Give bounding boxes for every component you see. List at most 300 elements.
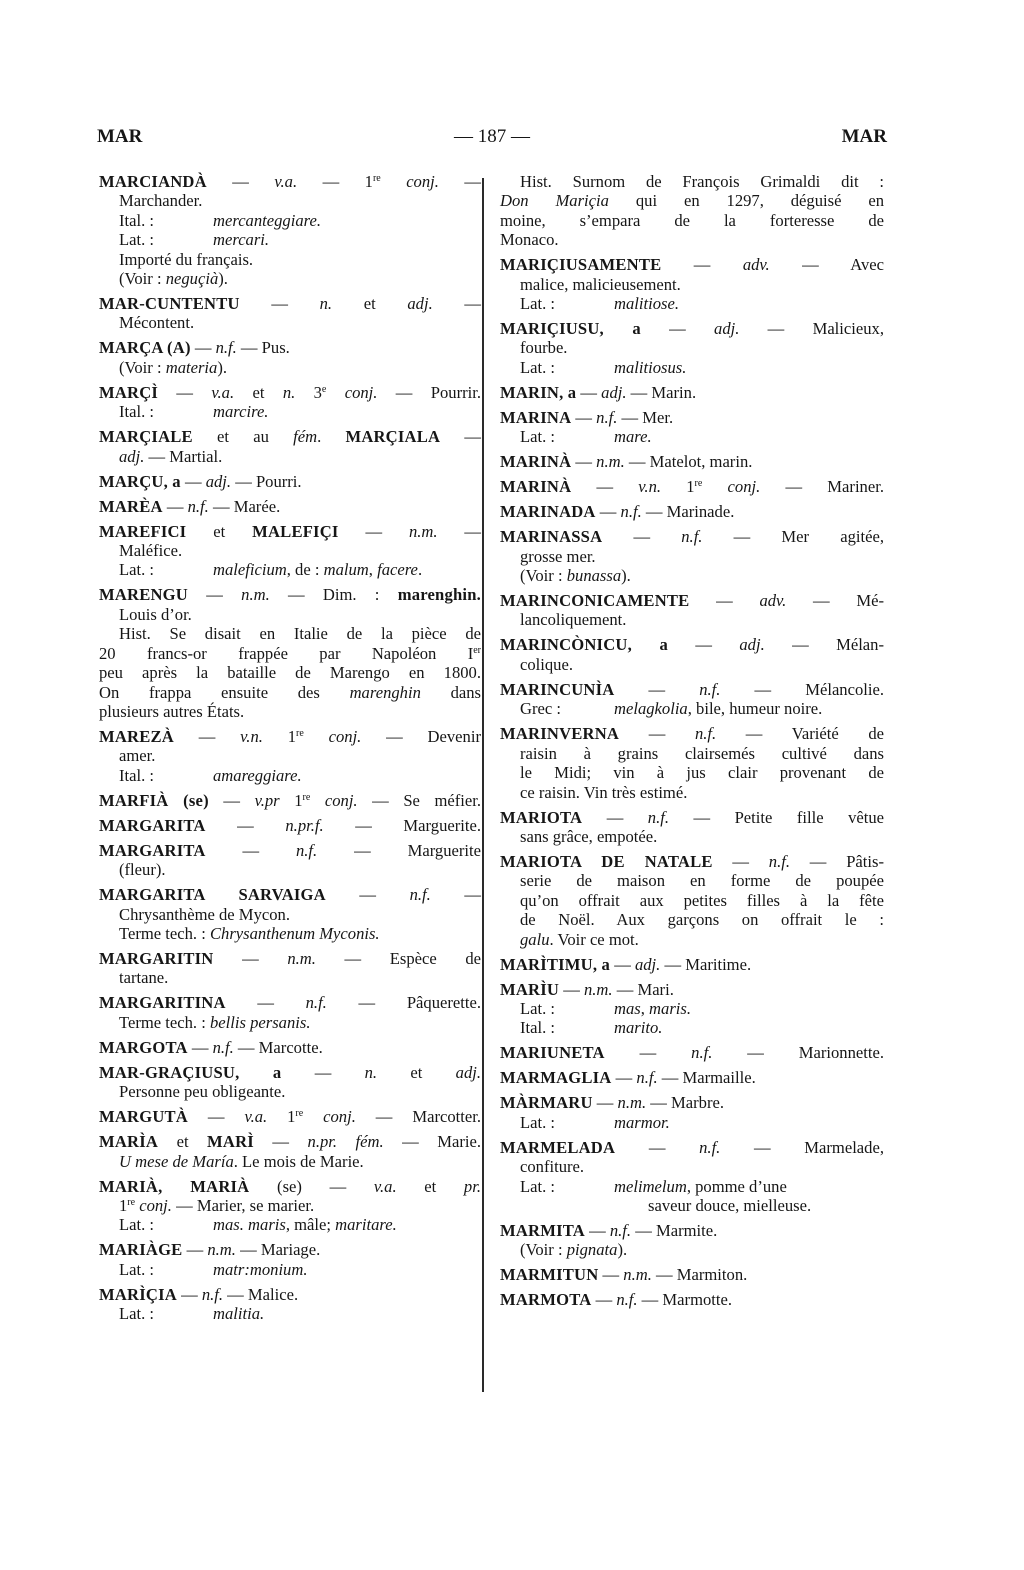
italic-text: n.f. — [409, 885, 431, 905]
etymology-label: Lat. : — [520, 1176, 556, 1196]
column-divider — [482, 178, 484, 1392]
dictionary-entry — [500, 1290, 884, 1309]
text: — — [559, 979, 584, 999]
text: — — [325, 885, 410, 905]
text: et — [377, 1062, 456, 1082]
right-column — [500, 172, 884, 1315]
dictionary-entry — [99, 497, 481, 516]
entry-line — [500, 294, 884, 313]
headword: MARFIÀ (se) — [99, 790, 209, 810]
dictionary-entry — [99, 172, 481, 288]
entry-headline — [500, 724, 884, 743]
italic-text: v.n. — [240, 726, 263, 746]
etymology-label: Lat. : — [520, 294, 556, 314]
dictionary-entry — [500, 255, 884, 313]
text: — Marie. — [383, 1132, 482, 1152]
headword: MARMITA — [500, 1220, 585, 1240]
entry-headline — [500, 852, 884, 871]
text: — — [158, 382, 212, 402]
italic-text: n.m. — [207, 1240, 236, 1260]
dictionary-entry — [500, 955, 884, 974]
text: qui en 1297, déguisé en — [608, 191, 885, 211]
italic-text: malum — [323, 560, 369, 580]
text: — — [611, 1068, 637, 1088]
entry-headline — [99, 472, 481, 491]
text: et — [396, 1176, 464, 1196]
text: Terme tech. : — [119, 1012, 210, 1032]
text: — — [602, 527, 682, 547]
text: — — [173, 726, 241, 746]
entry-headline — [500, 680, 884, 699]
italic-text: malitiosus. — [614, 357, 687, 377]
italic-text: n.f. — [305, 993, 327, 1013]
headword: MARIUNETA — [500, 1043, 605, 1063]
text: — — [338, 521, 409, 541]
etymology-label: Ital. : — [119, 210, 155, 230]
entry-line — [500, 891, 884, 910]
entry-line — [99, 230, 481, 249]
headword: MARÇA (A) — [99, 338, 191, 358]
text: — — [162, 496, 188, 516]
text: — Marcotter. — [355, 1107, 481, 1127]
entry-line — [500, 211, 884, 230]
italic-text: neguçià — [165, 269, 219, 289]
running-head-right: MAR — [841, 126, 887, 147]
text: , de : — [286, 560, 324, 580]
text: — — [187, 1107, 245, 1127]
text: de Noël. Aux garçons on offrait le : — [520, 910, 884, 930]
text: malice, malicieusement. — [520, 274, 681, 294]
entry-headline — [500, 477, 884, 496]
text: — Marinade. — [641, 502, 735, 522]
text: , — [368, 560, 378, 580]
text: ). — [218, 269, 228, 289]
headword: MARMITUN — [500, 1265, 599, 1285]
headword: MALEFIÇI — [252, 521, 339, 541]
italic-text: n.f. — [768, 851, 791, 871]
left-column — [99, 172, 481, 1329]
italic-text: n.m. — [408, 521, 438, 541]
headword: MARÇU, a — [99, 471, 181, 491]
page-number: — 187 — — [454, 126, 530, 147]
text: On frappa ensuite des — [99, 682, 350, 702]
text: — — [281, 1062, 365, 1082]
headword: MARGARITA — [99, 840, 206, 860]
italic-text: conj. — [310, 790, 358, 810]
text: , — [640, 998, 650, 1018]
text: (Voir : — [119, 357, 166, 377]
headword: MARINÀ — [500, 477, 572, 497]
text: . Voir ce mot. — [549, 929, 639, 949]
text: — — [225, 993, 306, 1013]
italic-text: n. — [319, 294, 333, 314]
entry-line — [99, 1260, 481, 1279]
italic-text: n.m. — [583, 979, 613, 999]
superscript: re — [694, 478, 703, 490]
entry-line — [99, 746, 481, 765]
text: — Marmiton. — [651, 1265, 748, 1285]
italic-text: adv. — [759, 591, 787, 611]
italic-text: fém — [293, 427, 318, 447]
superscript: re — [372, 173, 381, 184]
text: confiture. — [520, 1157, 585, 1177]
italic-text: n.f. — [691, 1043, 713, 1063]
text: Monaco. — [500, 230, 559, 250]
entry-headline — [99, 383, 481, 402]
text: — Marmotte. — [637, 1290, 733, 1310]
text: raisin à grains clairsemés cultivé dans — [520, 743, 884, 763]
text: — — [598, 1265, 624, 1285]
entry-headline — [99, 1177, 481, 1196]
text: 1 — [279, 790, 303, 810]
text: peu après la bataille de Marengo en 1800. — [99, 663, 481, 683]
entry-line — [99, 663, 481, 682]
text: — Avec — [769, 255, 884, 275]
text: — — [205, 840, 296, 860]
italic-text: conj. — [303, 1107, 356, 1127]
text: — — [437, 521, 482, 541]
entry-line — [99, 766, 481, 785]
text: — — [595, 502, 621, 522]
entry-line — [99, 1304, 481, 1323]
entry-headline — [99, 338, 481, 357]
text: (Voir : — [119, 269, 166, 289]
text: — — [206, 172, 275, 191]
headword: MARÈA — [99, 496, 163, 516]
italic-text: malitia. — [213, 1304, 265, 1324]
italic-text: malitiose. — [614, 294, 679, 314]
text: Chrysanthème de Mycon. — [119, 904, 290, 924]
dictionary-entry — [99, 522, 481, 580]
dictionary-entry — [99, 1063, 481, 1102]
entry-headline — [99, 522, 481, 541]
entry-line — [500, 699, 884, 718]
headword: MARIOTA DE NATALE — [500, 851, 713, 871]
text: — — [584, 1220, 610, 1240]
text: Personne peu obligeante. — [119, 1082, 286, 1102]
italic-text: n.pr.f. — [285, 815, 324, 835]
entry-line — [500, 1196, 884, 1215]
italic-text: matr:monium. — [213, 1259, 308, 1279]
dictionary-entry — [500, 591, 884, 630]
dictionary-entry — [500, 1265, 884, 1284]
text: — Mé- — [786, 591, 884, 611]
dictionary-entry — [99, 427, 481, 466]
dictionary-entry — [500, 1043, 884, 1062]
dictionary-entry — [500, 1068, 884, 1087]
dictionary-entry — [99, 1285, 481, 1324]
text: — — [610, 954, 635, 974]
text: 20 francs-or frappée par Napoléon I — [99, 643, 474, 663]
dictionary-entry — [500, 319, 884, 377]
headword: MÀRMARU — [500, 1093, 593, 1113]
dictionary-entry — [500, 408, 884, 447]
entry-line — [99, 644, 481, 663]
headword: MARIÇIUSAMENTE — [500, 255, 662, 275]
text: Maléfice. — [119, 541, 183, 561]
text: — — [619, 724, 695, 744]
headword: marenghin. — [397, 585, 481, 605]
text: — Malice. — [223, 1284, 299, 1304]
italic-text: n.f. — [187, 496, 209, 516]
text: — Espèce de — [315, 948, 482, 968]
headword: MARINADA — [500, 502, 596, 522]
headword: MARENGU — [99, 585, 188, 605]
entry-line — [500, 338, 884, 357]
etymology-label: Ital. : — [119, 402, 155, 422]
text: 1 — [119, 1195, 128, 1215]
text: — — [438, 172, 481, 191]
etymology-label: Grec : — [520, 699, 561, 719]
text: — — [582, 807, 648, 827]
italic-text: v.a. — [274, 172, 298, 191]
headword: MARÌA — [99, 1132, 159, 1152]
text: — Marcotte. — [233, 1037, 323, 1057]
text: ce raisin. Vin très estimé. — [520, 782, 688, 802]
text: Marchander. — [119, 191, 203, 211]
text: . — [417, 560, 423, 580]
text: — — [604, 1043, 692, 1063]
entry-headline — [99, 1132, 481, 1151]
entry-line — [500, 655, 884, 674]
dictionary-entry — [500, 1138, 884, 1216]
running-head-left: MAR — [97, 126, 143, 147]
text: — — [591, 1290, 617, 1310]
entry-line — [500, 871, 884, 890]
italic-text: adj. — [455, 1062, 482, 1082]
dictionary-entry — [99, 949, 481, 988]
entry-headline — [500, 1093, 884, 1112]
entry-headline — [500, 527, 884, 546]
entry-line — [99, 447, 481, 466]
text: — — [571, 407, 597, 427]
entry-line — [99, 905, 481, 924]
headword: MARINASSA — [500, 527, 603, 547]
dictionary-entry — [500, 635, 884, 674]
entry-line — [500, 1177, 884, 1196]
italic-text: pr. — [463, 1176, 481, 1196]
entry-line — [99, 560, 481, 579]
text: — — [205, 815, 286, 835]
text: (Voir : — [520, 1240, 567, 1260]
dictionary-entry — [99, 472, 481, 491]
text: Hist. Surnom de François Grimaldi dit : — [520, 172, 884, 191]
text: — Matelot, marin. — [624, 452, 753, 472]
italic-text: mas. maris — [213, 1215, 286, 1235]
dictionary-entry — [99, 841, 481, 880]
text: — — [689, 591, 760, 611]
italic-text: n.f. — [295, 840, 318, 860]
text: — — [440, 427, 481, 447]
dictionary-entry — [99, 338, 481, 377]
italic-text: n.f. — [699, 679, 721, 699]
text: — Mari. — [612, 979, 674, 999]
headword: MARINCUNÌA — [500, 679, 615, 699]
text: Importé du français. — [119, 249, 254, 269]
italic-text: adj. — [601, 382, 627, 402]
text: serie de maison en forme de poupée — [520, 871, 884, 891]
italic-text: n.pr. fém. — [307, 1132, 384, 1152]
dictionary-entry — [99, 585, 481, 721]
entry-line — [500, 610, 884, 629]
italic-text: n.m. — [623, 1265, 652, 1285]
dictionary-entry — [500, 724, 884, 802]
italic-text: maris. — [649, 998, 692, 1018]
headword: MARÌÇIA — [99, 1284, 177, 1304]
etymology-label: Lat. : — [520, 427, 556, 447]
italic-text: conj. — [326, 382, 378, 402]
text: — Se méfier. — [357, 790, 482, 810]
entry-headline — [500, 452, 884, 471]
text: — Devenir — [361, 726, 481, 746]
etymology-label: Lat. : — [520, 998, 556, 1018]
text: — Malicieux, — [739, 319, 884, 339]
dictionary-entry — [500, 1093, 884, 1132]
text: — — [615, 1137, 700, 1157]
text: — — [712, 851, 769, 871]
entry-line — [500, 744, 884, 763]
text: — — [187, 1037, 213, 1057]
italic-text: n.f. — [620, 502, 642, 522]
text: — — [176, 1284, 202, 1304]
italic-text: n.m. — [241, 585, 270, 605]
text: — — [661, 255, 743, 275]
text: colique. — [520, 654, 573, 674]
dictionary-entry — [500, 383, 884, 402]
entry-headline — [500, 980, 884, 999]
etymology-label: Ital. : — [520, 1018, 556, 1038]
text: Hist. Se disait en Italie de la pièce de — [119, 624, 481, 644]
italic-text: n.m. — [617, 1093, 647, 1113]
entry-headline — [99, 841, 481, 860]
entry-line — [99, 269, 481, 288]
italic-text: v.a. — [211, 382, 235, 402]
italic-text: n.f. — [596, 407, 618, 427]
headword: MARIÇIUSU, a — [500, 319, 641, 339]
headword: MARINÀ — [500, 452, 572, 472]
entry-headline — [99, 791, 481, 810]
italic-text: conj. — [380, 172, 439, 191]
etymology-label: Lat. : — [119, 560, 155, 580]
text: — Mélancolie. — [720, 679, 884, 699]
entry-line — [99, 968, 481, 987]
entry-headline — [500, 635, 884, 654]
italic-text: v.a. — [244, 1107, 268, 1127]
headword: MARGARITINA — [99, 993, 226, 1013]
entry-line — [99, 1013, 481, 1032]
entry-headline — [500, 1043, 884, 1062]
entry-headline — [99, 816, 481, 835]
entry-headline — [500, 502, 884, 521]
entry-headline — [99, 1285, 481, 1304]
text: (Voir : — [520, 566, 567, 586]
etymology-label: Lat. : — [520, 357, 556, 377]
headword: MAREZÀ — [99, 726, 174, 746]
text: — Mélan- — [764, 635, 884, 655]
entry-line — [500, 763, 884, 782]
headword: MARÌ — [207, 1132, 254, 1152]
text: et — [186, 521, 253, 541]
headword: MARMOTA — [500, 1290, 592, 1310]
dictionary-entry — [500, 477, 884, 496]
superscript: e — [321, 383, 327, 395]
entry-headline — [500, 383, 884, 402]
entry-headline — [99, 172, 481, 191]
text: . Le mois de Marie. — [233, 1151, 364, 1171]
dictionary-entry — [500, 527, 884, 585]
italic-text: materia — [165, 357, 218, 377]
entry-line — [99, 702, 481, 721]
text: — Pourri. — [231, 471, 302, 491]
italic-text: marmor. — [614, 1112, 670, 1132]
dictionary-entry — [99, 791, 481, 810]
text: grosse mer. — [520, 546, 596, 566]
text: — — [576, 382, 602, 402]
entry-line — [99, 402, 481, 421]
dictionary-entry — [500, 680, 884, 719]
entry-line — [500, 1113, 884, 1132]
headword: MARGUTÀ — [99, 1107, 188, 1127]
italic-text: maritare. — [335, 1215, 397, 1235]
superscript: er — [473, 644, 481, 656]
entry-line — [500, 230, 884, 249]
page-header — [97, 126, 887, 150]
italic-text: adv. — [742, 255, 770, 275]
etymology-label: Lat. : — [520, 1112, 556, 1132]
dictionary-entry — [500, 808, 884, 847]
text: 1 — [262, 726, 297, 746]
text: Mécontent. — [119, 313, 195, 333]
italic-text: mercanteggiare. — [213, 210, 321, 230]
headword: MAR-GRAÇIUSU, a — [99, 1062, 282, 1082]
entry-line — [99, 313, 481, 332]
text: — — [430, 885, 482, 905]
italic-text: U mese de María — [119, 1151, 234, 1171]
headword: MAREFICI — [99, 521, 187, 541]
text: — — [253, 1132, 308, 1152]
dictionary-entry — [99, 1132, 481, 1171]
italic-text: n.m. — [287, 948, 316, 968]
dictionary-entry — [500, 502, 884, 521]
headword: MARIN, a — [500, 382, 577, 402]
entry-headline — [99, 993, 481, 1012]
italic-text: bunassa — [566, 566, 622, 586]
text: — Martial. — [144, 446, 223, 466]
italic-text: n.f. — [212, 1037, 234, 1057]
italic-text: pignata — [566, 1240, 618, 1260]
text: et — [332, 294, 408, 314]
headword: MARÌU — [500, 979, 560, 999]
etymology-label: Lat. : — [119, 230, 155, 250]
entry-headline — [500, 1290, 884, 1309]
text: amer. — [119, 746, 156, 766]
italic-text: melagkolia — [614, 699, 688, 719]
headword: MARINA — [500, 407, 572, 427]
dictionary-entry — [99, 816, 481, 835]
text: (se) — — [249, 1176, 374, 1196]
headword: MARGARITIN — [99, 948, 214, 968]
headword: MARÌTIMU, a — [500, 954, 611, 974]
text: , mâle; — [285, 1215, 336, 1235]
text: moine, s’empara de la forteresse de — [500, 210, 884, 230]
text: dans — [420, 682, 481, 702]
entry-line — [99, 860, 481, 879]
dictionary-entry — [99, 1240, 481, 1279]
headword: MARINVERNA — [500, 724, 620, 744]
text: — Mariner. — [760, 477, 884, 497]
text: 3 — [295, 382, 322, 402]
text: Louis d’or. — [119, 604, 192, 624]
